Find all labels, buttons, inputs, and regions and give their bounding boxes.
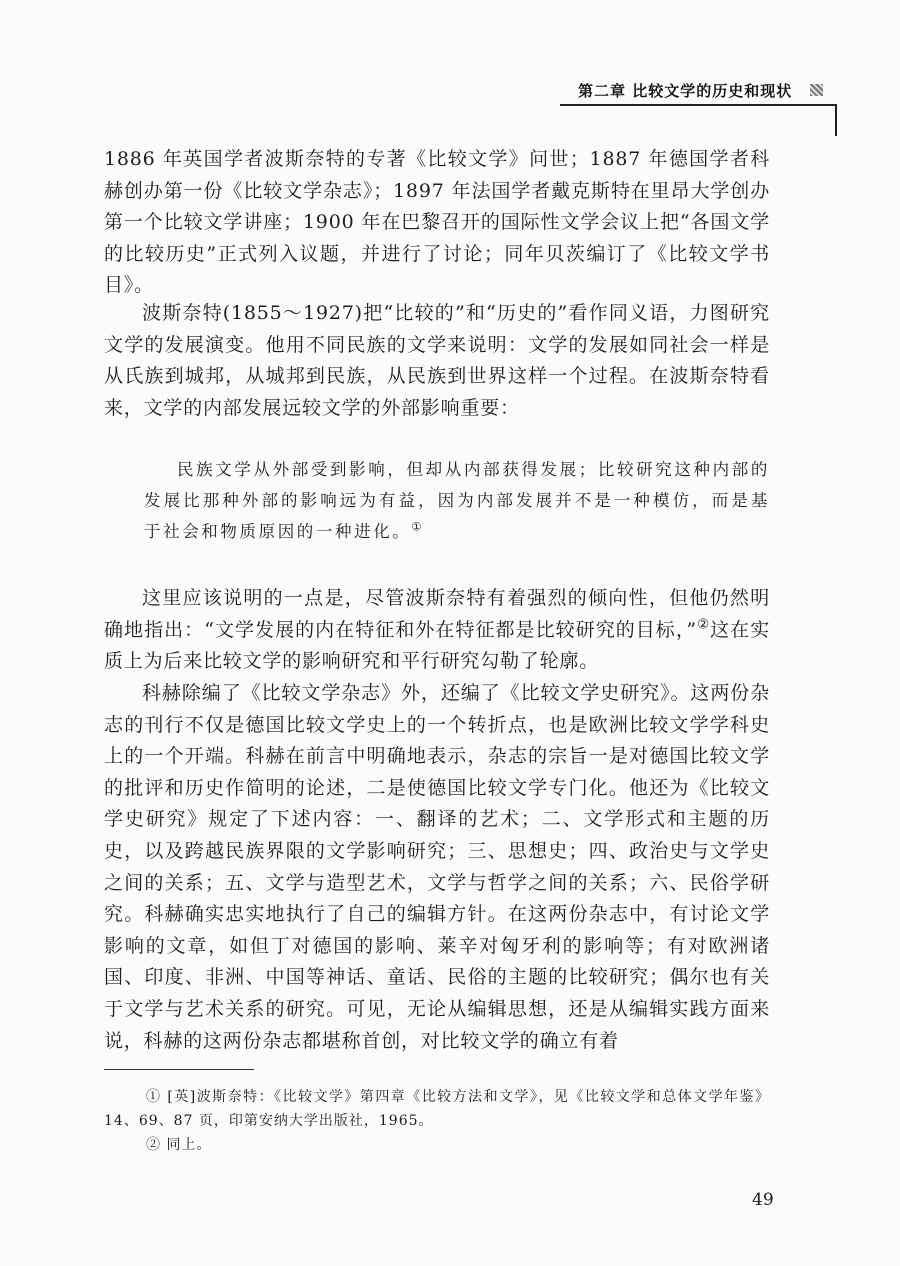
paragraph-1-text: 1886 年英国学者波斯奈特的专著《比较文学》问世；1887 年德国学者科赫创办第一份《比较文学杂志》；1897 年法国学者戴克斯特在里昂大学创办第一个比较文学讲座；1900 年在巴黎召开的国际性文学会议上把“各国文学的比较历史”正式列入议题，并进行了讨论；同年贝茨编订了《比较文学书目》。 xyxy=(104,148,770,297)
footnote-ref-1[interactable]: ① xyxy=(411,519,425,534)
footnote-2: ② 同上。 xyxy=(146,1137,212,1153)
block-quote xyxy=(144,454,770,547)
paragraph-4-text: 科赫除编了《比较文学杂志》外，还编了《比较文学史研究》。这两份杂志的刊行不仅是德国比较文学史上的一个转折点，也是欧洲比较文学学科史上的一个开端。科赫在前言中明确地表示，杂志的宗旨一是对德国比较文学的批评和历史作简明的论述，二是使德国比较文学专门化。他还为《比较文学史研究》规定了下述内容：一、翻译的艺术；二、文学形式和主题的历史，以及跨越民族界限的文学影响研究；三、思想史；四、政治史与文学史之间的关系；五、文学与造型艺术，文学与哲学之间的关系；六、民俗学研究。科赫确实忠实地执行了自己的编辑方针。在这两份杂志中，有讨论文学影响的文章，如但丁对德国的影响、莱辛对匈牙利的影响等；有对欧洲诸国、印度、非洲、中国等神话、童话、民俗的主题的比较研究；偶尔也有关于文学与艺术关系的研究。可见，无论从编辑思想，还是从编辑实践方面来说，科赫的这两份杂志都堪称首创，对比较文学的确立有着 xyxy=(104,682,770,1052)
running-header xyxy=(560,78,834,104)
chapter-title: 第二章 比较文学的历史和现状 xyxy=(578,82,793,100)
paragraph-4 xyxy=(104,678,770,1057)
paragraph-3-text-b: 这在实质上为后来比较文学的影响研究和平行研究勾勒了轮廓。 xyxy=(104,618,770,673)
paragraph-2-text: 波斯奈特(1855～1927)把“比较的”和“历史的”看作同义语，力图研究文学的发展演变。他用不同民族的文学来说明：文学的发展如同社会一样是从氏族到城邦，从城邦到民族，从民族到世界这样一个过程。在波斯奈特看来，文学的内部发展远较文学的外部影响重要： xyxy=(104,302,770,419)
footnote-1: ① [英]波斯奈特：《比较文学》第四章《比较方法和文学》，见《比较文学和总体文学年鉴》14、69、87 页，印第安纳大学出版社，1965。 xyxy=(104,1089,770,1129)
paragraph-2 xyxy=(104,298,770,424)
header-rule xyxy=(560,104,837,106)
footnote-divider xyxy=(104,1069,254,1070)
paragraph-1 xyxy=(104,144,770,302)
paragraph-3 xyxy=(104,583,770,678)
page-number: 49 xyxy=(752,1190,774,1210)
header-vertical-rule xyxy=(835,104,837,136)
paragraph-3-text-a: 这里应该说明的一点是，尽管波斯奈特有着强烈的倾向性，但他仍然明确地指出：“文学发展的内在特征和外在特征都是比较研究的目标，” xyxy=(104,587,770,641)
footnotes xyxy=(104,1085,770,1157)
footnote-ref-2[interactable]: ② xyxy=(696,617,711,633)
header-ornament-icon xyxy=(810,84,823,96)
block-quote-text: 民族文学从外部受到影响，但却从内部获得发展；比较研究这种内部的发展比那种外部的影响远为有益，因为内部发展并不是一种模仿，而是基于社会和物质原因的一种进化。 xyxy=(144,460,770,541)
